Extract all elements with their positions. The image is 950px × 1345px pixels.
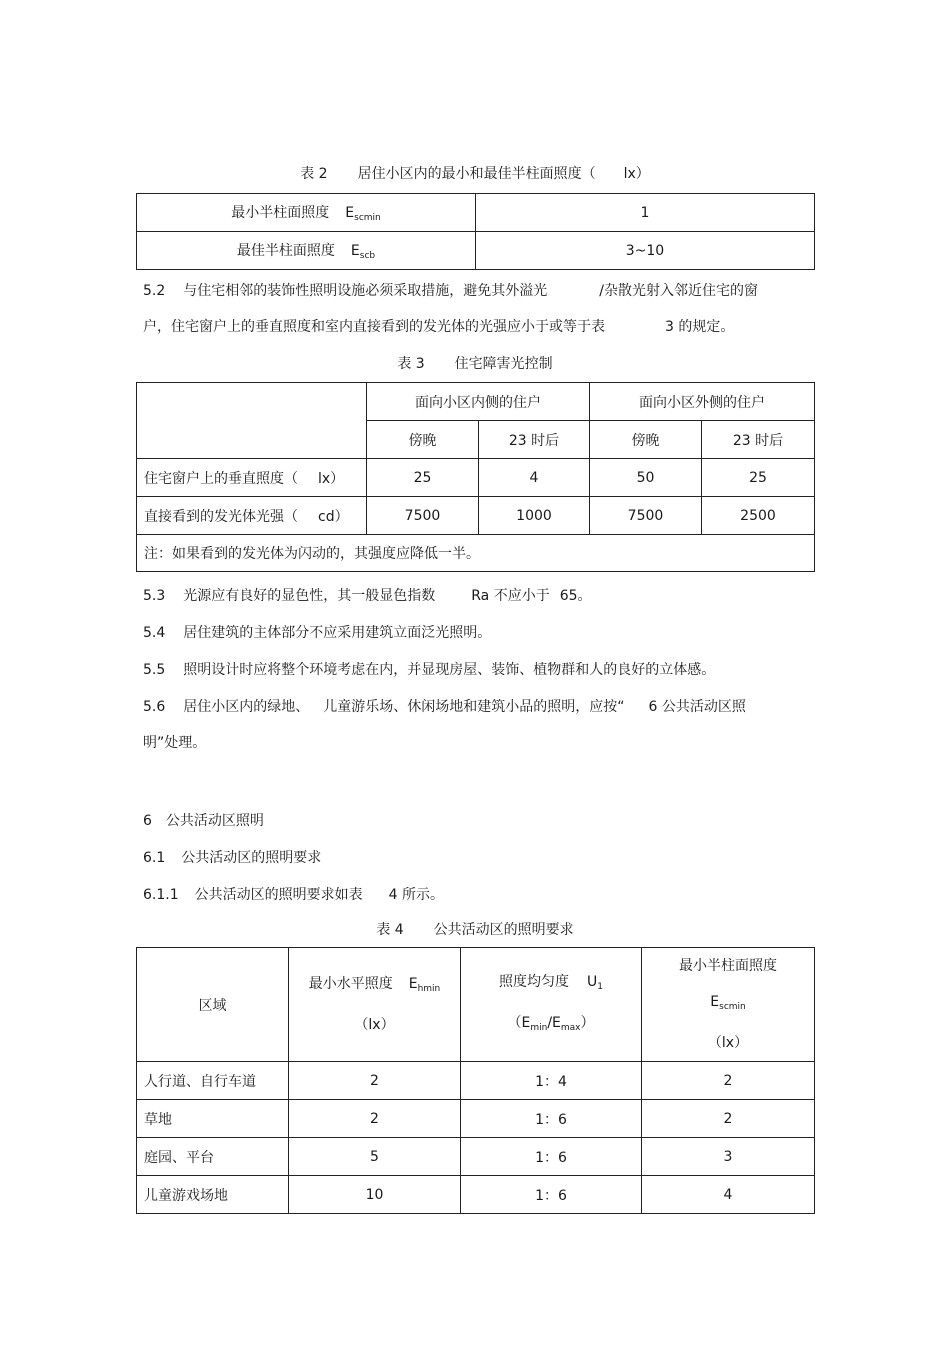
table4-cell: 10 (289, 1176, 461, 1214)
table4-area-cell: 儿童游戏场地 (137, 1176, 289, 1214)
clause-number: 5.2 (143, 283, 166, 299)
table3-caption-number: 表 3 (397, 356, 425, 372)
table3-cell: 7500 (367, 497, 479, 535)
table3-cell: 50 (590, 459, 702, 497)
clause-number: 5.4 (143, 625, 166, 641)
symbol-sub: hmin (417, 984, 441, 994)
ratio-text: /E (547, 1014, 561, 1031)
table2-label-cell (137, 194, 476, 232)
table-row (137, 232, 815, 270)
table-row (137, 1138, 815, 1176)
symbol: E (345, 205, 355, 221)
clause-text: 居住小区内的绿地、 (183, 699, 310, 715)
table4-header-escmin (642, 948, 815, 1062)
header-line (289, 966, 460, 1007)
row-label: 最佳半柱面照度 (236, 243, 335, 259)
clause-number: 6.1.1 (143, 887, 179, 903)
header-unit: （lx） (707, 1035, 749, 1051)
table4-cell: 2 (289, 1062, 461, 1100)
table4-cell: 1：4 (461, 1062, 642, 1100)
clause-text: /杂散光射入邻近住宅的窗 (599, 283, 758, 299)
clause-number: 5.3 (143, 588, 166, 604)
table3-note: 注：如果看到的发光体为闪动的，其强度应降低一半。 (137, 535, 815, 572)
table3-caption (136, 353, 814, 373)
header-text: 照度均匀度 (499, 973, 569, 990)
clause-text: 4 所示。 (388, 887, 444, 903)
clause-text: 公共活动区的照明要求如表 (194, 887, 363, 903)
table3-group-outer: 面向小区外侧的住户 (590, 383, 815, 421)
clause-text: 65。 (559, 588, 592, 604)
table3-group-inner: 面向小区内侧的住户 (367, 383, 590, 421)
table2-caption-unit: lx） (623, 166, 650, 182)
table-row (137, 1062, 815, 1100)
table-row (137, 1176, 815, 1214)
table4-header-row (137, 948, 815, 1062)
table2-caption-number: 表 2 (300, 166, 328, 182)
symbol: E (350, 243, 360, 259)
clause-text: 照明设计时应将整个环境考虑在内，并显现房屋、装饰、植物群和人的良好的立体感。 (183, 662, 716, 678)
symbol: E (408, 976, 418, 992)
paragraph-5-2-line2 (143, 316, 734, 336)
table4-area-cell: 草地 (137, 1100, 289, 1138)
table3-cell: 1000 (479, 497, 590, 535)
clause-text: 6 公共活动区照 (648, 699, 746, 715)
table4-area-cell: 人行道、自行车道 (137, 1062, 289, 1100)
header-text: 最小水平照度 (308, 976, 393, 992)
table4-area-cell: 庭园、平台 (137, 1138, 289, 1176)
clause-text: 3 的规定。 (665, 319, 735, 335)
paragraph-6-1-1 (143, 884, 444, 904)
clause-number: 5.6 (143, 699, 166, 715)
table4-caption (136, 919, 814, 939)
section-number: 6 (143, 813, 152, 829)
table3-row-label (137, 459, 367, 497)
table3-cell: 25 (702, 459, 815, 497)
clause-text: 户，住宅窗户上的垂直照度和室内直接看到的发光体的光强应小于或等于表 (143, 319, 605, 335)
table2-caption (136, 163, 814, 183)
clause-text: 儿童游乐场、休闲场地和建筑小品的照明，应按“ (323, 699, 625, 715)
clause-text: 明”处理。 (143, 735, 207, 751)
symbol: E (710, 994, 720, 1010)
symbol-sub: min (530, 1022, 548, 1033)
clause-text: 与住宅相邻的装饰性照明设施必须采取措施，避免其外溢光 (183, 283, 548, 299)
table2-caption-text: 居住小区内的最小和最佳半柱面照度（ (357, 166, 596, 182)
table3-subheader: 23 时后 (479, 421, 590, 459)
paragraph-5-2-line1 (143, 280, 758, 300)
header-line (461, 1005, 641, 1046)
symbol-sub: max (560, 1022, 581, 1033)
table-row (137, 535, 815, 572)
table-row (137, 497, 815, 535)
table4-cell: 2 (642, 1062, 815, 1100)
table3-empty-header (137, 383, 367, 459)
section-title: 公共活动区的照明要求 (181, 850, 322, 866)
symbol-sub: scmin (354, 213, 381, 223)
table4-cell: 1：6 (461, 1100, 642, 1138)
table4-header-area: 区域 (137, 948, 289, 1062)
table4-header-uniformity (461, 948, 642, 1062)
section-6-1-heading (143, 847, 321, 867)
clause-text: 光源应有良好的显色性，其一般显色指数 (183, 588, 436, 604)
section-number: 6.1 (143, 850, 166, 866)
header-text: 最小半柱面照度 (679, 958, 777, 974)
table3-subheader: 23 时后 (702, 421, 815, 459)
paragraph-5-6-line1 (143, 696, 746, 716)
table4-cell: 4 (642, 1176, 815, 1214)
table4-caption-text: 公共活动区的照明要求 (433, 922, 574, 938)
table2-value-cell: 3~10 (476, 232, 815, 270)
paragraph-5-4 (143, 622, 491, 642)
row-label: 最小半柱面照度 (231, 205, 330, 221)
clause-text: Ra 不应小于 (471, 588, 550, 604)
table3-cell: 4 (479, 459, 590, 497)
table3-row-label (137, 497, 367, 535)
table-row (137, 1100, 815, 1138)
table2-value-cell: 1 (476, 194, 815, 232)
clause-number: 5.5 (143, 662, 166, 678)
table2 (136, 193, 815, 270)
header-line (461, 964, 641, 1005)
table3-subheader: 傍晚 (590, 421, 702, 459)
table4-cell: 2 (289, 1100, 461, 1138)
table4-cell: 3 (642, 1138, 815, 1176)
table3-cell: 25 (367, 459, 479, 497)
table3-caption-text: 住宅障害光控制 (454, 356, 553, 372)
ratio-text: （E (507, 1014, 531, 1031)
table-row (137, 459, 815, 497)
row-label-unit: lx） (318, 470, 345, 487)
table2-label-cell (137, 232, 476, 270)
paragraph-5-5 (143, 659, 715, 679)
table4-cell: 1：6 (461, 1138, 642, 1176)
paragraph-5-6-line2 (143, 732, 206, 752)
clause-text: 居住建筑的主体部分不应采用建筑立面泛光照明。 (183, 625, 492, 641)
table4-header-emin (289, 948, 461, 1062)
table-row (137, 383, 815, 421)
section-title: 公共活动区照明 (165, 813, 264, 829)
table-row (137, 194, 815, 232)
row-label-unit: cd） (318, 508, 349, 525)
table3-subheader: 傍晚 (367, 421, 479, 459)
row-label-text: 住宅窗户上的垂直照度（ (144, 470, 298, 487)
table4-cell: 5 (289, 1138, 461, 1176)
row-label-text: 直接看到的发光体光强（ (144, 508, 298, 525)
table4-cell: 1：6 (461, 1176, 642, 1214)
table4-caption-number: 表 4 (376, 922, 404, 938)
table3 (136, 382, 815, 572)
table3-cell: 2500 (702, 497, 815, 535)
table4-cell: 2 (642, 1100, 815, 1138)
header-unit: （lx） (354, 1017, 395, 1033)
symbol: U (587, 973, 598, 990)
paragraph-5-3 (143, 585, 592, 605)
table3-cell: 7500 (590, 497, 702, 535)
symbol-sub: scb (359, 251, 376, 261)
symbol-sub: scmin (719, 1002, 746, 1012)
ratio-text: ） (580, 1014, 595, 1031)
table4 (136, 947, 815, 1214)
header-line (642, 984, 814, 1025)
section-6-heading (143, 810, 264, 830)
symbol-sub: 1 (597, 981, 603, 992)
